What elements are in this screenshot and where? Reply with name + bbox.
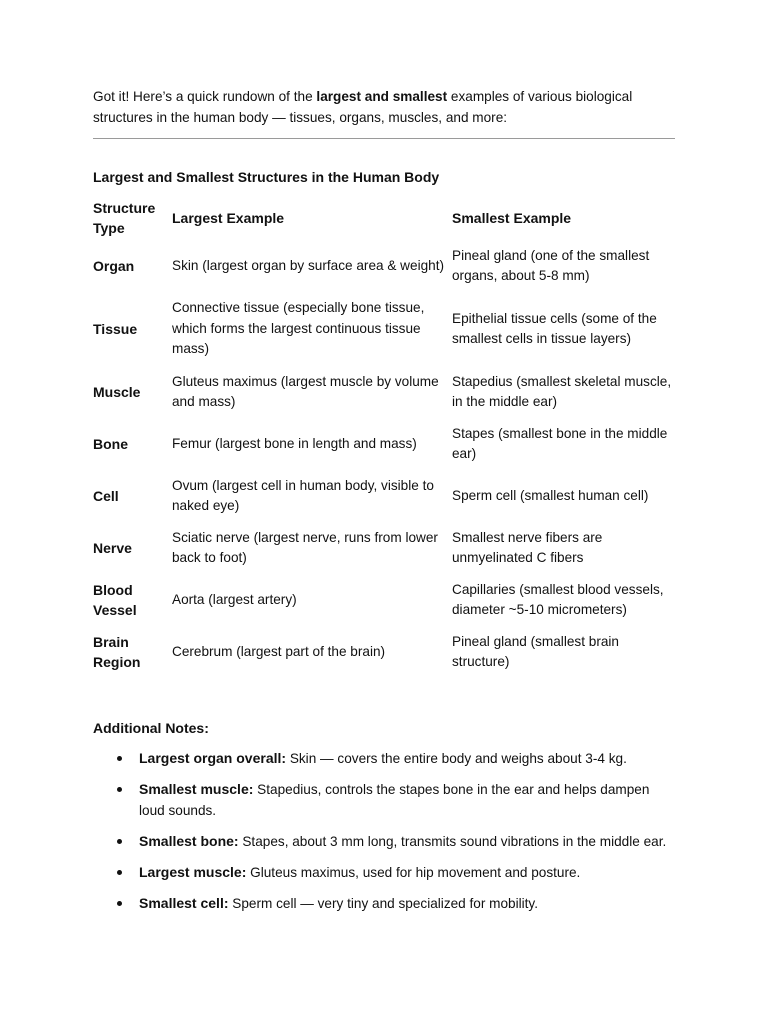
cell-structure-type: Brain Region [93,633,141,670]
note-lead: Largest muscle: [139,863,247,880]
notes-heading: Additional Notes: [93,720,209,736]
cell-largest: Aorta (largest artery) [172,591,297,607]
cell-smallest: Stapedius (smallest skeletal muscle, in the middle ear) [452,373,672,409]
table-row [93,522,675,574]
cell-smallest: Capillaries (smallest blood vessels, diameter ~5-10 micrometers) [452,581,664,617]
table-row [93,292,675,366]
notes-list [93,748,675,924]
cell-largest: Gluteus maximus (largest muscle by volume and mass) [172,373,439,409]
intro-text-bold: largest and smallest [316,89,448,104]
cell-largest: Skin (largest organ by surface area & weight) [172,257,445,273]
cell-largest: Cerebrum (largest part of the brain) [172,643,386,659]
note-lead: Smallest cell: [139,894,229,911]
cell-largest: Sciatic nerve (largest nerve, runs from lower back to foot) [172,529,438,565]
table-row [93,470,675,522]
header-smallest-example: Smallest Example [452,209,572,226]
bullet-icon [117,870,122,875]
list-item [93,779,675,821]
cell-structure-type: Cell [93,487,119,504]
cell-structure-type: Organ [93,257,135,274]
note-text: Sperm cell — very tiny and specialized for mobility. [228,895,538,911]
cell-smallest: Smallest nerve fibers are unmyelinated C fibers [452,529,603,565]
bullet-icon [117,787,122,792]
cell-largest: Ovum (largest cell in human body, visible to naked eye) [172,477,434,513]
horizontal-rule [93,138,675,139]
table-row [93,574,675,626]
cell-largest: Connective tissue (especially bone tissue, which forms the largest continuous tissue mass) [172,300,425,357]
table-row [93,626,675,678]
cell-structure-type: Tissue [93,320,138,337]
note-text: Skin — covers the entire body and weighs about 3-4 kg. [286,751,627,766]
note-lead: Smallest bone: [139,832,239,849]
intro-text-before: Got it! Here’s a quick rundown of the [93,89,317,104]
cell-smallest: Sperm cell (smallest human cell) [452,487,649,503]
list-item [93,831,675,853]
note-text: Stapedius, controls the stapes bone in the ear and helps dampen loud sounds. [139,782,650,818]
cell-smallest: Pineal gland (one of the smallest organs, about 5-8 mm) [452,247,650,283]
note-lead: Largest organ overall: [139,750,287,766]
table-title: Largest and Smallest Structures in the Human Body [93,169,440,185]
intro-text-after: examples of various biological structures in the human body — tissues, organs, muscles, and more: [93,89,633,125]
table-header-row [93,196,675,240]
note-text: Gluteus maximus, used for hip movement and posture. [246,864,581,880]
bullet-icon [117,756,122,761]
cell-structure-type: Nerve [93,539,132,556]
bullet-icon [117,839,122,844]
list-item [93,893,675,915]
table-row [93,240,675,292]
list-item [93,748,675,770]
note-lead: Smallest muscle: [139,781,254,797]
list-item [93,862,675,884]
note-text: Stapes, about 3 mm long, transmits sound vibrations in the middle ear. [238,833,667,849]
cell-structure-type: Bone [93,435,128,452]
table-row [93,366,675,418]
header-structure-type: Structure Type [93,199,156,236]
structures-table [93,196,675,678]
cell-largest: Femur (largest bone in length and mass) [172,435,417,451]
cell-smallest: Epithelial tissue cells (some of the smallest cells in tissue layers) [452,310,657,346]
cell-smallest: Pineal gland (smallest brain structure) [452,633,619,669]
cell-structure-type: Muscle [93,383,141,400]
header-largest-example: Largest Example [172,209,285,226]
bullet-icon [117,901,122,906]
table-row [93,418,675,470]
cell-smallest: Stapes (smallest bone in the middle ear) [452,425,668,461]
cell-structure-type: Blood Vessel [93,581,137,618]
intro-paragraph [93,86,675,128]
